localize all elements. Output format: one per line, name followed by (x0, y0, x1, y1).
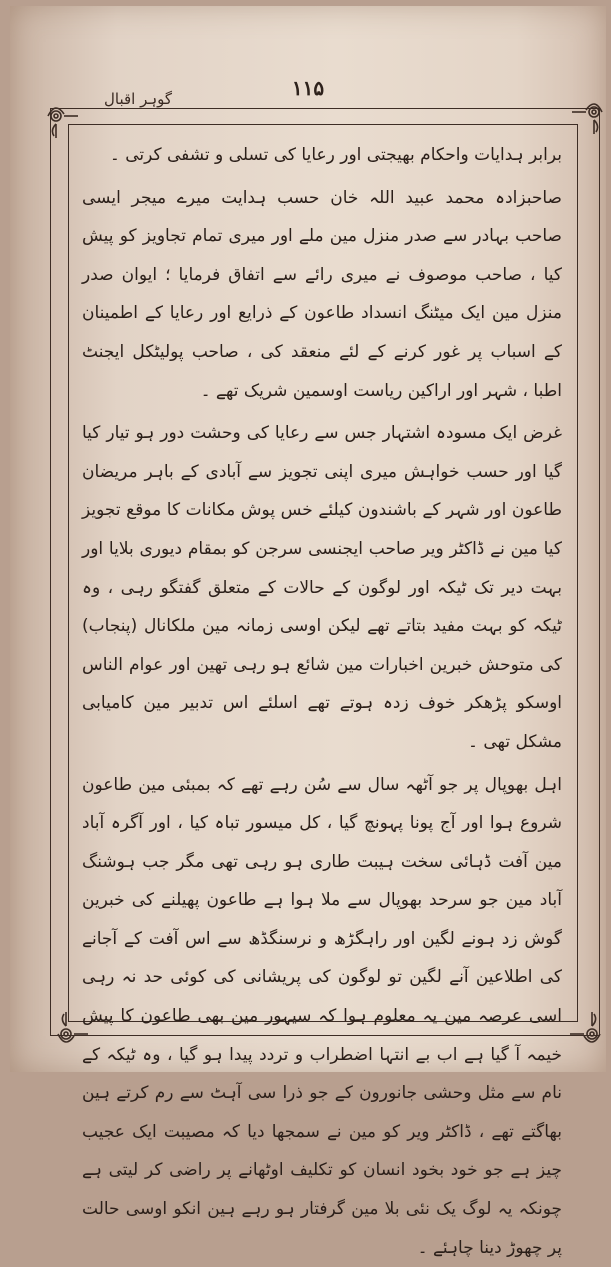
paragraph: برابر ہدایات واحکام بھیجتی اور رعایا کی تسلی و تشفی کرتی ۔ (82, 136, 562, 175)
paragraph: صاحبزادہ محمد عبید اللہ خان حسب ہدایت میرے میجر ایسی صاحب بہادر سے صدر منزل مین ملے اور میری تمام تجاویز کو پیش کیا ، صاحب موصوف نے میری رائے سے اتفاق فرمایا ؛ ایوان صدر منزل مین ایک میٹنگ انسداد طاعون کے ذرایع اور رعایا کے اطمینان کے اسباب پر غور کرنے کے لئے منعقد کی ، صاحب پولیٹکل ایجنٹ اطبا ، شہر اور اراکین ریاست اوسمین شریک تھے ۔ (82, 179, 562, 411)
running-header-title: گوہر اقبال (104, 90, 172, 108)
floral-corner-ornament-icon (570, 100, 606, 136)
paragraph: غرض ایک مسودہ اشتہار جس سے رعایا کی وحشت دور ہو تیار کیا گیا اور حسب خواہش میری اپنی تجویز سے آبادی کے باہر مریضان طاعون اور شہر کے باشندون کیلئے خس پوش مکانات کا موقع تجویز کیا مین نے ڈاکٹر ویر صاحب ایجنسی سرجن کو بمقام دیوری بلایا اور بہت دیر تک ٹیکہ اور لوگون کے حالات کے متعلق گفتگو رہی ، وہ ٹیکہ کو بہت مفید بتاتے تھے لیکن اوسی زمانہ مین ملکانال (پنجاب) کی متوحش خبرین اخبارات مین شائع ہو رہی تھین اور عوام الناس اوسکو پڑھکر خوف زدہ ہوتے تھے اسلئے اس تدبیر مین کامیابی مشکل تھی ۔ (82, 414, 562, 761)
floral-corner-ornament-icon (44, 104, 80, 140)
paragraph: اہل بھوپال پر جو آٹھہ سال سے سُن رہے تھے کہ بمبئی مین طاعون شروع ہوا اور آج پونا پہونچ گیا ، کل میسور تباہ کیا ، اور آگرہ آباد مین آفت ڈہائی سخت ہیبت طاری ہو رہی تھی مگر جب ہوشنگ آباد مین جو سرحد بھوپال سے ملا ہوا ہے طاعون پھیلنے کی خبرین گوش زد ہونے لگین اور راہگڑھ و نرسنگڈھ سے اس آفت کے آجانے کی اطلاعین آنے لگین تو لوگون کی پریشانی کی کوئی حد نہ رہی اسی عرصہ مین یہ معلوم ہوا کہ سیہور مین بھی طاعون کا پیش خیمہ آ گیا ہے اب بے انتہا اضطراب و تردد پیدا ہو گیا ، وہ ٹیکہ کے نام سے مثل وحشی جانورون کے جو ذرا سی آہٹ سے رم کرتے ہین بھاگتے تھے ، ڈاکٹر ویر کو مین نے سمجھا دیا کہ مصیبت ایک عجیب چیز ہے جو خود بخود انسان کو تکلیف اوٹھانے پر راضی کر لیتی ہے چونکہ یہ لوگ یک نئی بلا مین گرفتار ہو رہے ہین انکو اوسی حالت پر چھوڑ دینا چاہئے ۔ (82, 766, 562, 1267)
page-number: ۱۱۵ (10, 76, 606, 100)
page-body-text (82, 136, 562, 1006)
floral-corner-ornament-icon (568, 1010, 604, 1046)
